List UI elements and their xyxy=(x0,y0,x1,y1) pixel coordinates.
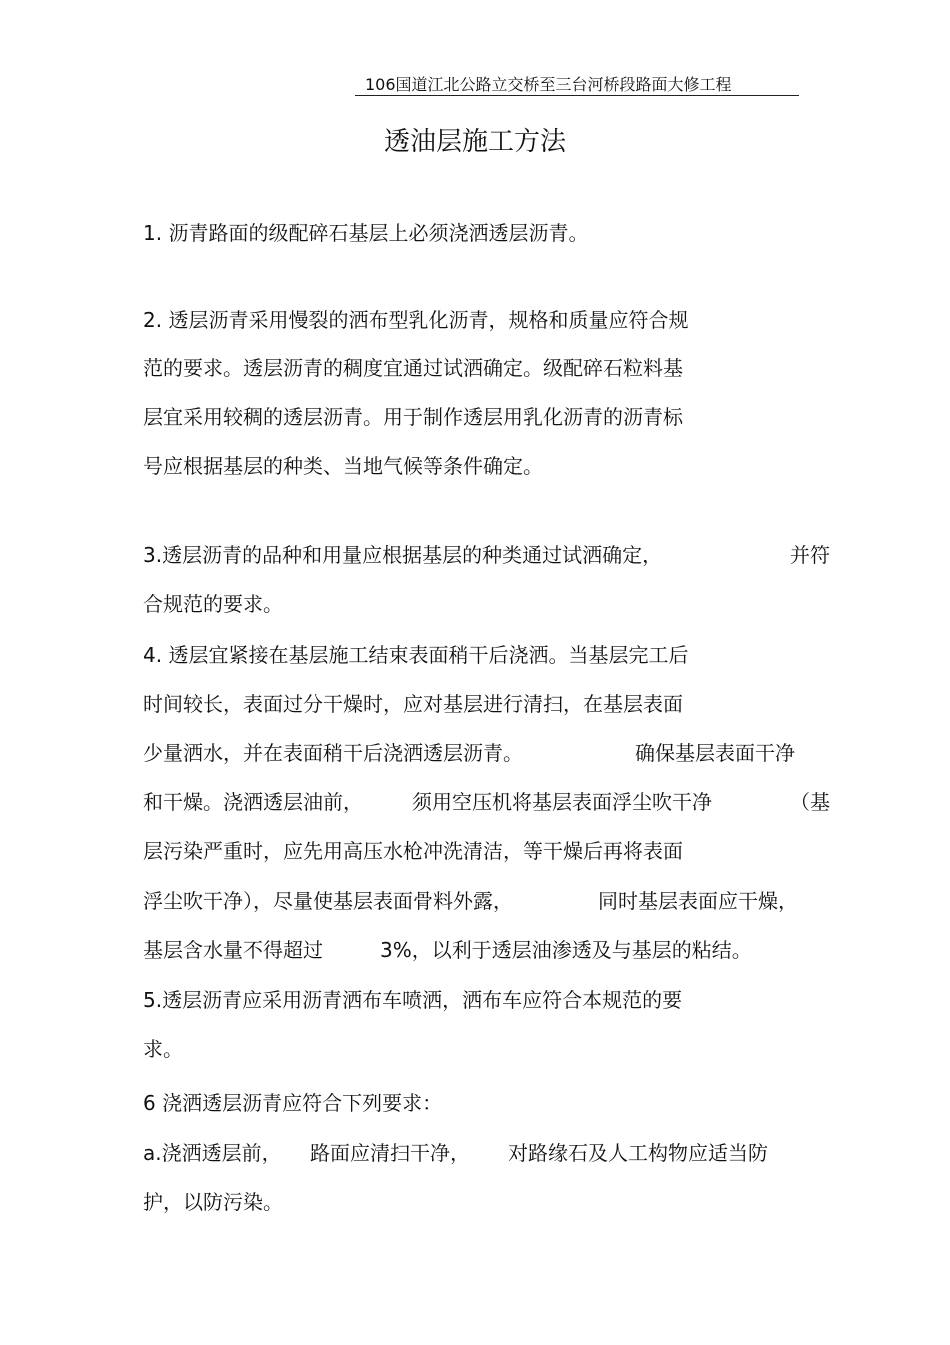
paragraph-5-line-2: 求。 xyxy=(143,1037,183,1061)
paragraph-2-line-2: 范的要求。透层沥青的稠度宜通过试洒确定。级配碎石粒料基 xyxy=(143,356,683,380)
item-a-line-2: 护，以防污染。 xyxy=(143,1190,283,1214)
page-title: 透油层施工方法 xyxy=(383,127,566,157)
paragraph-4-line-6-tail: 同时基层表面应干燥， xyxy=(598,889,798,913)
paragraph-2-line-4: 号应根据基层的种类、当地气候等条件确定。 xyxy=(143,454,543,478)
paragraph-4-line-6: 浮尘吹干净），尽量使基层表面骨料外露， xyxy=(143,889,513,913)
paragraph-3-line-2: 合规范的要求。 xyxy=(143,592,283,616)
running-header: 106国道江北公路立交桥至三台河桥段路面大修工程 xyxy=(355,74,799,96)
paragraph-4-line-3-tail: 确保基层表面干净 xyxy=(635,741,795,765)
paragraph-4-line-3: 少量洒水，并在表面稍干后浇洒透层沥青。 xyxy=(143,741,523,765)
paragraph-4-line-4-tail: （基 xyxy=(790,790,830,814)
paragraph-4-line-1: 4. 透层宜紧接在基层施工结束表面稍干后浇洒。当基层完工后 xyxy=(143,643,689,667)
item-a-line-1-tail: 对路缘石及人工构物应适当防 xyxy=(508,1141,768,1165)
paragraph-5-line-1: 5.透层沥青应采用沥青洒布车喷洒，洒布车应符合本规范的要 xyxy=(143,988,683,1012)
item-a-line-1: a.浇洒透层前， xyxy=(143,1141,282,1165)
paragraph-4-line-7-tail: 3%，以利于透层油渗透及与基层的粘结。 xyxy=(380,938,752,962)
paragraph-3-line-1-tail: 并符 xyxy=(790,543,830,567)
item-a-line-1-middle: 路面应清扫干净， xyxy=(310,1141,470,1165)
paragraph-2-line-3: 层宜采用较稠的透层沥青。用于制作透层用乳化沥青的沥青标 xyxy=(143,405,683,429)
paragraph-4-line-4: 和干燥。浇洒透层油前， xyxy=(143,790,363,814)
paragraph-1-line: 1. 沥青路面的级配碎石基层上必须浇洒透层沥青。 xyxy=(143,221,589,245)
paragraph-6-line: 6 浇洒透层沥青应符合下列要求： xyxy=(143,1091,443,1115)
paragraph-3-line-1: 3.透层沥青的品种和用量应根据基层的种类通过试洒确定， xyxy=(143,543,663,567)
paragraph-4-line-4-middle: 须用空压机将基层表面浮尘吹干净 xyxy=(412,790,712,814)
paragraph-4-line-7: 基层含水量不得超过 xyxy=(143,938,323,962)
paragraph-4-line-2: 时间较长，表面过分干燥时，应对基层进行清扫，在基层表面 xyxy=(143,692,683,716)
paragraph-4-line-5: 层污染严重时，应先用高压水枪冲洗清洁，等干燥后再将表面 xyxy=(143,839,683,863)
paragraph-2-line-1: 2. 透层沥青采用慢裂的洒布型乳化沥青，规格和质量应符合规 xyxy=(143,308,689,332)
